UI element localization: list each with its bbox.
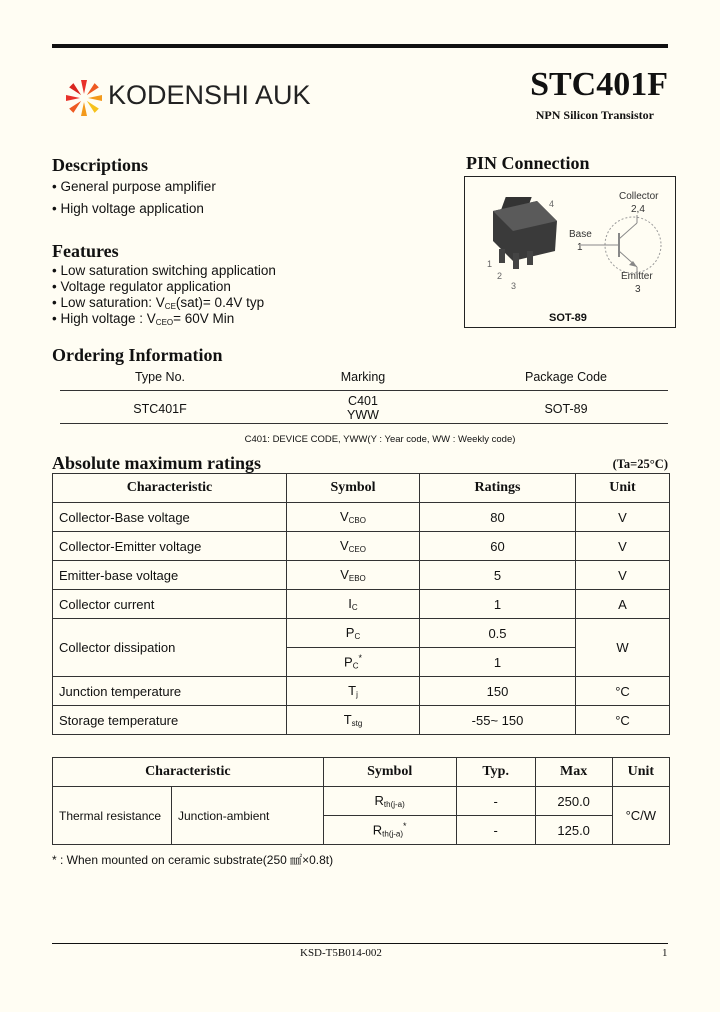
symbol-text: P: [344, 654, 353, 670]
footer-rule: [52, 943, 668, 944]
collector-label: Collector: [619, 191, 659, 202]
cell-rating: 60: [420, 532, 576, 561]
cell-symbol: [287, 677, 420, 706]
feature-item: • Low saturation switching application: [52, 263, 276, 278]
subscript: CE: [164, 302, 176, 311]
ordering-type-no: STC401F: [133, 402, 187, 416]
package-label: SOT-89: [549, 312, 587, 324]
cell-rating: 150: [420, 677, 576, 706]
cell-symbol: [287, 503, 420, 532]
symbol-text: V: [339, 509, 349, 524]
lead-4-label: 4: [549, 199, 555, 209]
subscript: stg: [351, 719, 363, 728]
cell-unit: V: [576, 503, 670, 532]
ordering-marking-line1: C401: [348, 394, 378, 408]
feature-item: • Low saturation: $V_{CE}(sat)= 0.4V$ typ: [52, 295, 265, 311]
cell-characteristic: Collector dissipation: [53, 619, 287, 677]
table-header-row: [53, 474, 670, 503]
subscript: j: [356, 690, 358, 699]
cell-typ: -: [456, 816, 535, 845]
cell-rating: 80: [420, 503, 576, 532]
feature-text: (sat)= 0.4V typ: [175, 295, 265, 310]
feature-item: • High voltage : $V_{CEO}= 60V$ Min: [52, 311, 235, 327]
cell-characteristic: Collector-Emitter voltage: [53, 532, 287, 561]
ordering-rule: [60, 423, 668, 424]
ordering-title: Ordering Information: [52, 345, 223, 365]
cell-characteristic: Emitter-base voltage: [53, 561, 287, 590]
subscript: th(j-a): [382, 829, 404, 839]
table-row: [53, 619, 670, 648]
cell-symbol: [287, 648, 420, 677]
cell-unit: A: [576, 590, 670, 619]
table-row: [53, 787, 670, 816]
feature-text: High voltage : V: [60, 311, 156, 326]
abs-max-title: Absolute maximum ratings: [52, 453, 262, 473]
symbol-text: I: [348, 596, 352, 611]
cell-unit: V: [576, 561, 670, 590]
top-rule: [52, 44, 668, 48]
cell-symbol: [287, 532, 420, 561]
subscript: EBO: [348, 574, 366, 583]
ordering-package: SOT-89: [544, 402, 588, 416]
cell-symbol: [287, 561, 420, 590]
cell-unit: W: [576, 619, 670, 677]
feature-text: Low saturation switching application: [60, 263, 276, 278]
cell-characteristic: Storage temperature: [53, 706, 287, 735]
ordering-header-marking: Marking: [340, 370, 386, 384]
ordering-rule: [60, 390, 668, 391]
feature-item: • Voltage regulator application: [52, 279, 231, 294]
ordering-marking-line2: YWW: [347, 408, 379, 422]
ordering-header-type: Type No.: [134, 370, 186, 384]
symbol-text: V: [339, 538, 349, 553]
cell-rating: 1: [420, 648, 576, 677]
page-number: 1: [662, 947, 668, 959]
cell-unit: °C: [576, 677, 670, 706]
cell-typ: -: [456, 787, 535, 816]
cell-characteristic: Collector current: [53, 590, 287, 619]
subscript: C: [352, 661, 359, 671]
subscript: CEO: [348, 545, 366, 554]
descriptions-item: • High voltage application: [52, 201, 204, 216]
cell-rating: -55~ 150: [420, 706, 576, 735]
abs-max-table: [52, 473, 670, 735]
cell-symbol: [287, 590, 420, 619]
part-number: STC401F: [530, 66, 668, 103]
table-header-row: [53, 758, 670, 787]
header-symbol: Symbol: [287, 474, 420, 503]
header-unit: Unit: [576, 474, 670, 503]
lead-3-label: 3: [511, 281, 517, 291]
header-max: Max: [535, 758, 612, 787]
cell-rating: 5: [420, 561, 576, 590]
description-text: High voltage application: [60, 201, 204, 216]
lead-1-label: 1: [487, 259, 493, 269]
symbol-text: P: [345, 625, 355, 640]
feature-text: Low saturation: V: [60, 295, 165, 310]
kodenshi-logo-icon: [64, 78, 104, 118]
feature-text: Voltage regulator application: [60, 279, 231, 294]
cell-condition: Junction-ambient: [172, 787, 324, 845]
brand-name: KODENSHI AUK: [108, 80, 311, 110]
part-subtitle: NPN Silicon Transistor: [535, 108, 654, 122]
cell-symbol: [287, 619, 420, 648]
base-pin: 1: [577, 242, 583, 253]
emitter-pin: 3: [635, 284, 641, 295]
cell-symbol: [287, 706, 420, 735]
cell-rating: 0.5: [420, 619, 576, 648]
table-row: [53, 561, 670, 590]
cell-symbol: [323, 816, 456, 845]
table-row: [53, 532, 670, 561]
subscript: C: [354, 632, 361, 641]
cell-characteristic: Thermal resistance: [53, 787, 172, 845]
features-title: Features: [52, 241, 119, 261]
header-characteristic: Characteristic: [53, 758, 324, 787]
ordering-header-package: Package Code: [524, 370, 607, 384]
symbol-text: V: [340, 567, 349, 582]
cell-unit: °C: [576, 706, 670, 735]
cell-rating: 1: [420, 590, 576, 619]
footnote-mark: *: [358, 653, 362, 664]
abs-max-condition: (Ta=25°C): [612, 457, 668, 471]
cell-symbol: [323, 787, 456, 816]
symbol-text: R: [374, 793, 384, 808]
footnote-mark: *: [403, 821, 407, 832]
feature-text: = 60V Min: [173, 311, 235, 326]
header-ratings: Ratings: [420, 474, 576, 503]
header-characteristic: Characteristic: [53, 474, 287, 503]
pin-diagram-box: [464, 176, 676, 328]
collector-pins: 2,4: [631, 204, 645, 215]
emitter-label: Emitter: [621, 271, 653, 282]
table-row: [53, 706, 670, 735]
doc-code: KSD-T5B014-002: [300, 947, 382, 959]
symbol-text: T: [348, 683, 357, 698]
cell-max: 125.0: [535, 816, 612, 845]
cell-unit: V: [576, 532, 670, 561]
table-row: [53, 590, 670, 619]
cell-max: 250.0: [535, 787, 612, 816]
subscript: th(j-a): [383, 800, 405, 809]
ordering-note: C401: DEVICE CODE, YWW(Y : Year code, WW : Weekly code): [244, 434, 516, 445]
descriptions-title: Descriptions: [52, 155, 148, 175]
base-label: Base: [569, 229, 592, 240]
header-unit: Unit: [612, 758, 669, 787]
subscript: CEO: [155, 318, 174, 327]
symbol-text: R: [372, 822, 383, 838]
subscript: CBO: [348, 516, 366, 525]
symbol-text: T: [343, 712, 352, 727]
thermal-table: [52, 757, 670, 845]
header-symbol: Symbol: [323, 758, 456, 787]
lead-2-label: 2: [497, 271, 503, 281]
cell-characteristic: Collector-Base voltage: [53, 503, 287, 532]
pin-title: PIN Connection: [466, 153, 590, 173]
cell-characteristic: Junction temperature: [53, 677, 287, 706]
table-row: [53, 503, 670, 532]
header-typ: Typ.: [456, 758, 535, 787]
thermal-footnote: * : When mounted on ceramic substrate(250 ㎟×0.8t): [52, 853, 334, 867]
subscript: C: [351, 603, 358, 612]
cell-unit: °C/W: [612, 787, 669, 845]
table-row: [53, 677, 670, 706]
descriptions-item: • General purpose amplifier: [52, 179, 216, 194]
description-text: General purpose amplifier: [60, 179, 216, 194]
